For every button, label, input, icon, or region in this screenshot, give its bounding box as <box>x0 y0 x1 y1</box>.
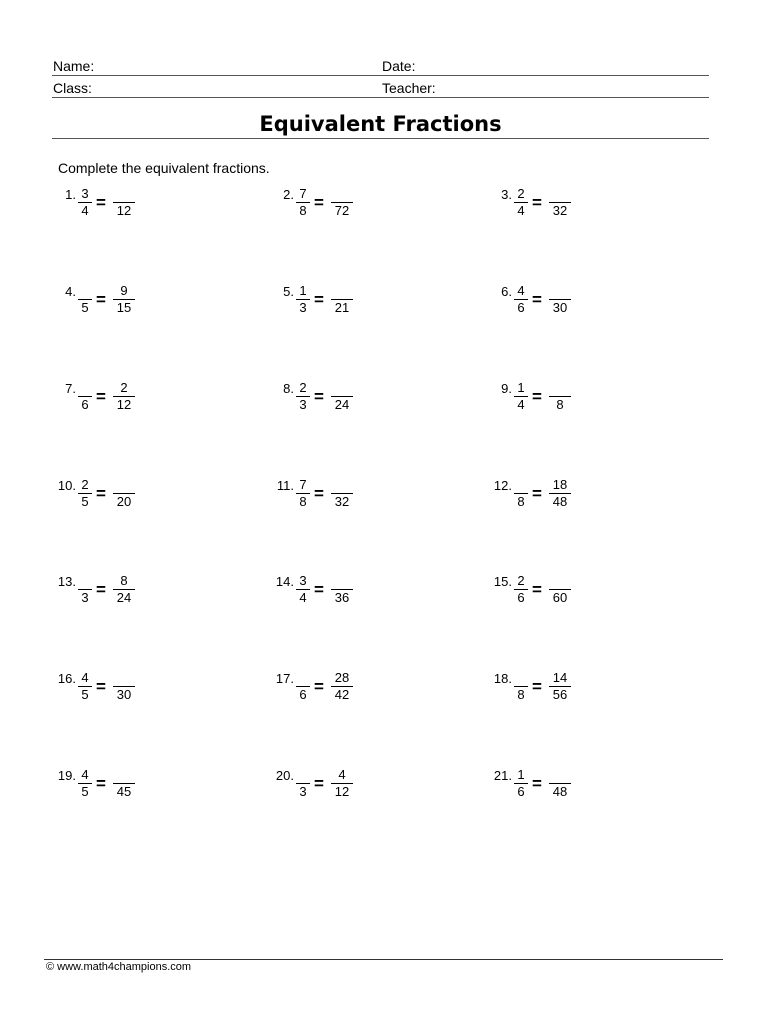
denominator: 21 <box>334 300 350 315</box>
denominator: 30 <box>116 687 132 702</box>
right-fraction <box>331 573 353 606</box>
equals-sign: = <box>314 484 324 503</box>
denominator: 8 <box>299 494 307 509</box>
numerator: 2 <box>78 477 92 494</box>
problem-item <box>266 670 426 710</box>
problem-item <box>484 670 644 710</box>
equals-sign: = <box>532 193 542 212</box>
teacher-label: Teacher: <box>382 80 436 96</box>
class-teacher-row <box>52 77 709 98</box>
numerator[interactable] <box>514 670 528 687</box>
numerator: 4 <box>78 767 92 784</box>
problem-number: 5. <box>283 284 294 299</box>
problem-item <box>484 283 644 323</box>
denominator: 8 <box>517 494 525 509</box>
problem-item <box>266 186 426 226</box>
right-fraction <box>331 380 353 413</box>
right-fraction <box>331 670 353 703</box>
numerator: 4 <box>78 670 92 687</box>
numerator[interactable] <box>331 380 353 397</box>
denominator: 15 <box>116 300 132 315</box>
problem-item <box>266 380 426 420</box>
right-fraction <box>113 283 135 316</box>
left-fraction <box>514 767 528 800</box>
numerator: 28 <box>331 670 353 687</box>
left-fraction <box>78 380 92 413</box>
equals-sign: = <box>96 677 106 696</box>
numerator[interactable] <box>549 283 571 300</box>
denominator: 3 <box>81 590 89 605</box>
name-label: Name: <box>53 58 95 74</box>
problem-item <box>266 767 426 807</box>
denominator: 45 <box>116 784 132 799</box>
numerator[interactable] <box>113 670 135 687</box>
numerator: 2 <box>514 573 528 590</box>
numerator: 14 <box>549 670 571 687</box>
denominator: 4 <box>81 203 89 218</box>
problem-item <box>266 573 426 613</box>
denominator: 5 <box>81 300 89 315</box>
left-fraction <box>514 573 528 606</box>
right-fraction <box>549 573 571 606</box>
numerator[interactable] <box>549 380 571 397</box>
right-fraction <box>331 477 353 510</box>
problem-item <box>484 380 644 420</box>
numerator[interactable] <box>331 186 353 203</box>
right-fraction <box>113 767 135 800</box>
problem-item <box>48 186 208 226</box>
denominator: 6 <box>299 687 307 702</box>
problem-number: 21. <box>493 768 512 783</box>
numerator: 9 <box>113 283 135 300</box>
equals-sign: = <box>532 677 542 696</box>
numerator: 18 <box>549 477 571 494</box>
equals-sign: = <box>314 193 324 212</box>
problem-number: 10. <box>57 478 76 493</box>
problem-number: 15. <box>493 574 512 589</box>
denominator: 3 <box>299 300 307 315</box>
denominator: 12 <box>116 203 132 218</box>
problem-item <box>48 670 208 710</box>
problem-item <box>266 477 426 517</box>
problem-item <box>48 380 208 420</box>
problem-number: 8. <box>283 381 294 396</box>
denominator: 3 <box>299 784 307 799</box>
denominator: 4 <box>517 203 525 218</box>
numerator: 7 <box>296 477 310 494</box>
class-label: Class: <box>53 80 92 96</box>
denominator: 6 <box>517 300 525 315</box>
problem-item <box>484 573 644 613</box>
problem-item <box>48 767 208 807</box>
right-fraction <box>549 380 571 413</box>
denominator: 48 <box>552 784 568 799</box>
left-fraction <box>78 573 92 606</box>
date-label: Date: <box>382 58 416 74</box>
problem-item <box>48 573 208 613</box>
denominator: 20 <box>116 494 132 509</box>
left-fraction <box>296 477 310 510</box>
problem-number: 7. <box>65 381 76 396</box>
numerator[interactable] <box>331 283 353 300</box>
problem-number: 19. <box>57 768 76 783</box>
left-fraction <box>296 767 310 800</box>
denominator: 56 <box>552 687 568 702</box>
denominator: 42 <box>334 687 350 702</box>
numerator[interactable] <box>296 670 310 687</box>
left-fraction <box>514 477 528 510</box>
equals-sign: = <box>96 193 106 212</box>
left-fraction <box>78 670 92 703</box>
left-fraction <box>78 186 92 219</box>
equals-sign: = <box>96 387 106 406</box>
left-fraction <box>296 573 310 606</box>
problem-number: 1. <box>65 187 76 202</box>
numerator: 1 <box>514 767 528 784</box>
left-fraction <box>78 283 92 316</box>
denominator: 5 <box>81 687 89 702</box>
problem-item <box>484 767 644 807</box>
right-fraction <box>331 767 353 800</box>
problem-number: 20. <box>275 768 294 783</box>
denominator: 60 <box>552 590 568 605</box>
equals-sign: = <box>532 774 542 793</box>
problem-number: 13. <box>57 574 76 589</box>
numerator[interactable] <box>549 767 571 784</box>
denominator: 30 <box>552 300 568 315</box>
equals-sign: = <box>96 774 106 793</box>
problem-number: 9. <box>501 381 512 396</box>
left-fraction <box>514 670 528 703</box>
numerator: 1 <box>296 283 310 300</box>
denominator: 32 <box>552 203 568 218</box>
right-fraction <box>549 477 571 510</box>
numerator[interactable] <box>113 186 135 203</box>
numerator: 1 <box>514 380 528 397</box>
numerator: 7 <box>296 186 310 203</box>
left-fraction <box>296 380 310 413</box>
equals-sign: = <box>314 774 324 793</box>
problem-number: 18. <box>493 671 512 686</box>
denominator: 24 <box>334 397 350 412</box>
numerator[interactable] <box>331 573 353 590</box>
left-fraction <box>514 186 528 219</box>
problem-item <box>48 477 208 517</box>
numerator: 4 <box>331 767 353 784</box>
right-fraction <box>113 573 135 606</box>
numerator[interactable] <box>78 380 92 397</box>
problem-number: 2. <box>283 187 294 202</box>
numerator: 2 <box>113 380 135 397</box>
numerator[interactable] <box>331 477 353 494</box>
equals-sign: = <box>314 677 324 696</box>
equals-sign: = <box>532 290 542 309</box>
denominator: 5 <box>81 494 89 509</box>
numerator[interactable] <box>549 573 571 590</box>
name-date-row <box>52 55 709 76</box>
denominator: 12 <box>116 397 132 412</box>
numerator[interactable] <box>78 573 92 590</box>
numerator: 3 <box>296 573 310 590</box>
denominator: 6 <box>81 397 89 412</box>
numerator[interactable] <box>296 767 310 784</box>
copyright-footer: © www.math4champions.com <box>46 961 192 973</box>
problem-number: 3. <box>501 187 512 202</box>
right-fraction <box>113 670 135 703</box>
problem-item <box>48 283 208 323</box>
denominator: 36 <box>334 590 350 605</box>
right-fraction <box>549 767 571 800</box>
equals-sign: = <box>314 580 324 599</box>
title-bar <box>52 110 709 139</box>
equals-sign: = <box>532 580 542 599</box>
denominator: 4 <box>517 397 525 412</box>
denominator: 5 <box>81 784 89 799</box>
denominator: 12 <box>334 784 350 799</box>
numerator[interactable] <box>113 477 135 494</box>
numerator: 2 <box>514 186 528 203</box>
right-fraction <box>549 186 571 219</box>
equals-sign: = <box>96 484 106 503</box>
left-fraction <box>296 670 310 703</box>
worksheet-title: Equivalent Fractions <box>259 112 502 136</box>
denominator: 6 <box>517 784 525 799</box>
denominator: 24 <box>116 590 132 605</box>
denominator: 6 <box>517 590 525 605</box>
problem-number: 4. <box>65 284 76 299</box>
problem-number: 6. <box>501 284 512 299</box>
numerator[interactable] <box>78 283 92 300</box>
numerator[interactable] <box>514 477 528 494</box>
denominator: 48 <box>552 494 568 509</box>
denominator: 8 <box>299 203 307 218</box>
denominator: 32 <box>334 494 350 509</box>
footer-divider <box>44 959 723 960</box>
denominator: 4 <box>299 590 307 605</box>
problem-number: 17. <box>275 671 294 686</box>
equals-sign: = <box>96 290 106 309</box>
denominator: 8 <box>517 687 525 702</box>
right-fraction <box>113 380 135 413</box>
instructions: Complete the equivalent fractions. <box>58 160 270 176</box>
numerator: 2 <box>296 380 310 397</box>
right-fraction <box>113 186 135 219</box>
equals-sign: = <box>96 580 106 599</box>
right-fraction <box>549 670 571 703</box>
numerator[interactable] <box>549 186 571 203</box>
problem-number: 16. <box>57 671 76 686</box>
numerator: 4 <box>514 283 528 300</box>
numerator: 8 <box>113 573 135 590</box>
denominator: 3 <box>299 397 307 412</box>
left-fraction <box>78 767 92 800</box>
right-fraction <box>331 283 353 316</box>
left-fraction <box>514 380 528 413</box>
right-fraction <box>331 186 353 219</box>
denominator: 72 <box>334 203 350 218</box>
numerator: 3 <box>78 186 92 203</box>
problem-number: 12. <box>493 478 512 493</box>
equals-sign: = <box>532 387 542 406</box>
problem-item <box>266 283 426 323</box>
problem-number: 11. <box>276 478 294 493</box>
problem-number: 14. <box>275 574 294 589</box>
numerator[interactable] <box>113 767 135 784</box>
right-fraction <box>113 477 135 510</box>
left-fraction <box>514 283 528 316</box>
left-fraction <box>296 186 310 219</box>
equals-sign: = <box>314 290 324 309</box>
problem-item <box>484 477 644 517</box>
equals-sign: = <box>532 484 542 503</box>
problem-item <box>484 186 644 226</box>
left-fraction <box>296 283 310 316</box>
left-fraction <box>78 477 92 510</box>
equals-sign: = <box>314 387 324 406</box>
right-fraction <box>549 283 571 316</box>
denominator: 8 <box>556 397 564 412</box>
